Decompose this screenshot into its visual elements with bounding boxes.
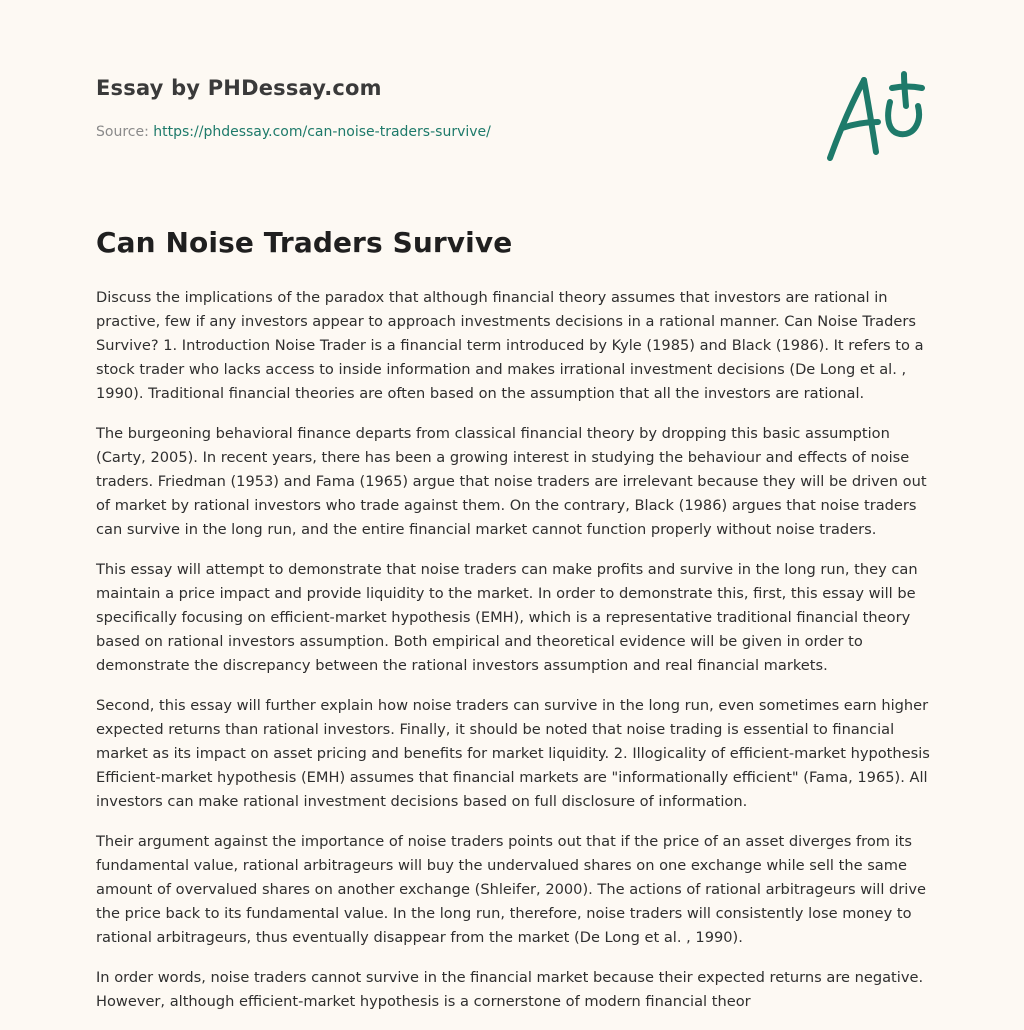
essay-paragraph: Their argument against the importance of noise traders points out that if the price of an asset diverges from its fundamental value, rational arbitrageurs will buy the undervalued shares on one exchange while sell the same amount of overvalued shares on another exchange (Shleifer, 2000). The actions of rational arbitrageurs will drive the price back to its fundamental value. In the long run, therefore, noise traders will consistently lose money to rational arbitrageurs, thus eventually disappear from the market (De Long et al. , 1990). [96, 833, 926, 946]
essay-paragraph: The burgeoning behavioral finance departs from classical financial theory by dropping this basic assumption (Carty, 2005). In recent years, there has been a growing interest in studying the behaviour and effects of noise traders. Friedman (1953) and Fama (1965) argue that noise traders are irrelevant because they will be driven out of market by rational investors who trade against them. On the contrary, Black (1986) argues that noise traders can survive in the long run, and the entire financial market cannot function properly without noise traders. [96, 425, 927, 538]
essay-paragraph: This essay will attempt to demonstrate that noise traders can make profits and survive in the long run, they can maintain a price impact and provide liquidity to the market. In order to demonstrate this, first, this essay will be specifically focusing on efficient-market hypothesis (EMH), which is a representative traditional financial theory based on rational investors assumption. Both empirical and theoretical evidence will be given in order to demonstrate the discrepancy between the rational investors assumption and real financial markets. [96, 561, 918, 674]
source-label: Source: [96, 124, 149, 140]
essay-body [96, 286, 932, 1030]
site-brand: Essay by PHDessay.com [96, 76, 382, 100]
site-header [96, 76, 696, 140]
essay-paragraph: Discuss the implications of the paradox that although financial theory assumes that investors are rational in practive, few if any investors appear to approach investments decisions in a rational manner. Can Noise Traders Survive? 1. Introduction Noise Trader is a financial term introduced by Kyle (1985) and Black (1986). It refers to a stock trader who lacks access to inside information and makes irrational investment decisions (De Long et al. , 1990). Traditional financial theories are often based on the assumption that all the investors are rational. [96, 289, 924, 402]
essay-title: Can Noise Traders Survive [96, 226, 513, 259]
essay-paragraph: Second, this essay will further explain how noise traders can survive in the long run, even sometimes earn higher expected returns than rational investors. Finally, it should be noted that noise trading is essential to financial market as its impact on asset pricing and benefits for market liquidity. 2. Illogicality of efficient-market hypothesis Efficient-market hypothesis (EMH) assumes that financial markets are "informationally efficient" (Fama, 1965). All investors can make rational investment decisions based on full disclosure of information. [96, 697, 930, 810]
a-plus-grade-icon [820, 66, 930, 166]
essay-paragraph: In order words, noise traders cannot survive in the financial market because their expected returns are negative. However, although efficient-market hypothesis is a cornerstone of modern financial theor [96, 969, 924, 1010]
source-link[interactable]: https://phdessay.com/can-noise-traders-survive/ [153, 124, 491, 140]
source-line [96, 124, 491, 140]
